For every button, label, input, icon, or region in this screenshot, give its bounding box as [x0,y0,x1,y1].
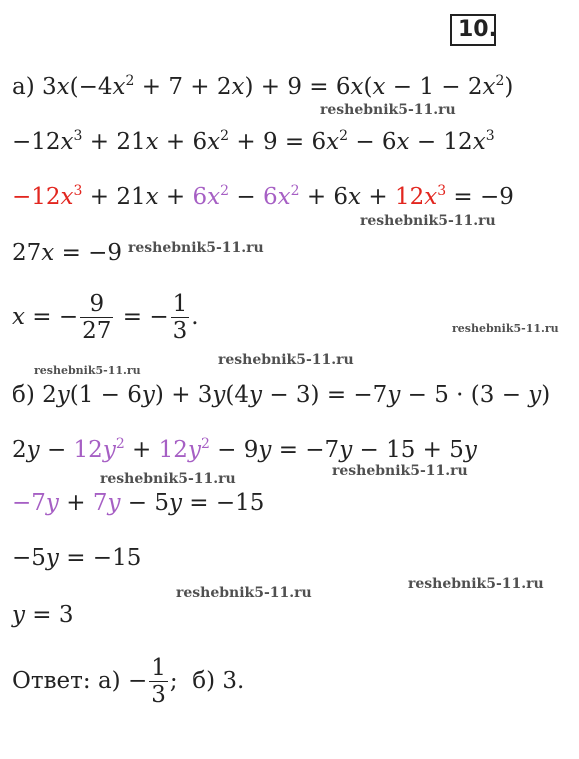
part-b-equation: б) 2y(1 − 6y) + 3y(4y − 3) = −7y − 5 · (3 − y) [12,382,551,408]
part-a-step-3: 27x = −9 [12,240,123,266]
part-b-result: y = 3 [12,602,74,628]
watermark: reshebnik5-11.ru [320,102,456,118]
watermark: reshebnik5-11.ru [218,352,354,368]
part-a-step-1: $-12x^3 + 21x + 6x^2 + 9 = 6x^2 - 6x - 12x^3$ [12,128,495,155]
part-a-equation: а) $3x(-4x^2 + 7 + 2x) + 9 = 6x(x - 1 - 2x^2)$ [12,73,514,100]
part-b-step-2: −7y + 7y − 5y = −15 [12,490,265,516]
problem-number-box [450,14,496,46]
watermark: reshebnik5-11.ru [452,322,559,335]
part-a-result: x = − $\frac{9}{27}$ = − $\frac{1}{3}$ . [12,291,199,345]
part-b-step-1: $2y - 12y^2 + 12y^2 - 9y = -7y - 15 + 5y$ [12,436,477,463]
part-a-step-2: $-12x^3 + 21x + 6x^2 - 6x^2 + 6x + 12x^3 = -9$ [12,183,514,210]
fraction-1-3: $\frac{1}{3}$ [172,291,188,345]
watermark: reshebnik5-11.ru [360,213,496,229]
answer-fraction: $\frac{1}{3}$ [151,655,166,709]
watermark: reshebnik5-11.ru [128,240,264,256]
fraction-9-27: $\frac{9}{27}$ [82,291,112,345]
part-b-step-3: −5y = −15 [12,545,142,571]
answer-line: Ответ: а) − $\frac{1}{3}$ ; б) 3. [12,655,245,709]
watermark: reshebnik5-11.ru [100,471,236,487]
watermark: reshebnik5-11.ru [408,576,544,592]
problem-number-suffix: . [488,17,497,42]
watermark: reshebnik5-11.ru [34,364,141,377]
watermark: reshebnik5-11.ru [176,585,312,601]
problem-number: 10 [458,17,489,42]
watermark: reshebnik5-11.ru [332,463,468,479]
